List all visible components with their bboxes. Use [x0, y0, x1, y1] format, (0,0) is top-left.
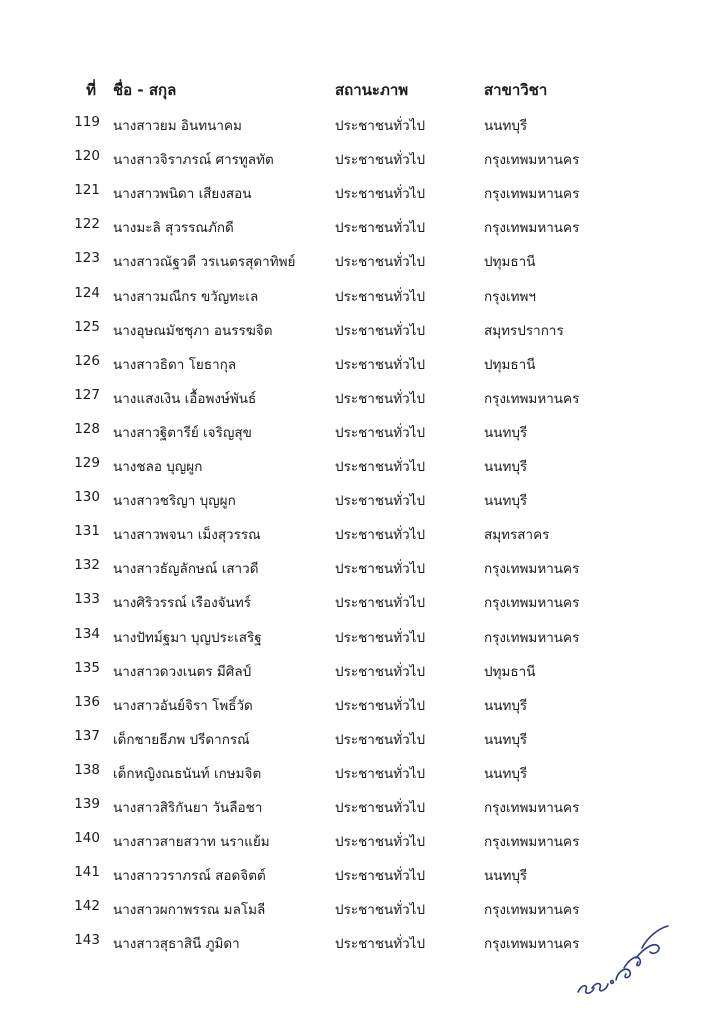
- row-name: นางสาวยม อินทนาคม: [113, 118, 242, 134]
- row-status: ประชาชนทั่วไป: [335, 902, 426, 919]
- row-status: ประชาชนทั่วไป: [335, 424, 426, 441]
- table-row: [0, 421, 722, 443]
- row-status: ประชาชนทั่วไป: [335, 356, 426, 373]
- row-status: ประชาชนทั่วไป: [335, 322, 426, 339]
- row-name: นางสาวมณีกร ขวัญทะเล: [113, 288, 259, 305]
- row-no: 127: [74, 386, 100, 403]
- row-status: ประชาชนทั่วไป: [335, 186, 426, 203]
- table-row: [0, 728, 722, 750]
- row-name: นางสาวพนิดา เสียงสอน: [113, 186, 252, 203]
- table-row: [0, 148, 722, 170]
- row-no: 129: [74, 455, 100, 471]
- row-name: นางสาวณัฐวดี วรเนตรสุดาทิพย์: [113, 254, 296, 271]
- row-dept: ปทุมธานี: [484, 254, 536, 271]
- row-no: 142: [74, 898, 100, 915]
- table-row: [0, 353, 722, 375]
- row-name: นางสาวชริญา บุญผูก: [113, 493, 236, 510]
- row-no: 137: [74, 727, 100, 744]
- row-status: ประชาชนทั่วไป: [335, 663, 426, 680]
- row-status: ประชาชนทั่วไป: [335, 731, 426, 748]
- row-status: ประชาชนทั่วไป: [335, 800, 426, 816]
- row-name: นางสาวดวงเนตร มีศิลป์: [113, 663, 252, 680]
- header-status: สถานะภาพ: [335, 81, 409, 99]
- row-dept: นนทบุรี: [484, 459, 528, 475]
- row-status: ประชาชนทั่วไป: [335, 765, 426, 782]
- row-dept: กรุงเทพมหานคร: [484, 629, 580, 646]
- table-row: [0, 694, 722, 716]
- row-dept: กรุงเทพมหานคร: [484, 595, 580, 612]
- row-dept: กรุงเทพมหานคร: [484, 936, 580, 953]
- table-row: [0, 796, 722, 818]
- row-no: 124: [74, 284, 100, 301]
- row-name: นางอุษณมัชชุภา อนรรฆจิต: [113, 322, 273, 339]
- row-name: นางสาวพจนา เม็งสุวรรณ: [113, 527, 261, 544]
- table-row: [0, 557, 722, 579]
- row-dept: กรุงเทพมหานคร: [484, 834, 580, 851]
- row-no: 120: [74, 148, 100, 165]
- table-row: [0, 285, 722, 307]
- header-no: ที่: [86, 81, 96, 99]
- row-status: ประชาชนทั่วไป: [335, 527, 426, 544]
- row-no: 128: [74, 420, 100, 437]
- row-no: 131: [74, 523, 100, 540]
- row-status: ประชาชนทั่วไป: [335, 629, 426, 646]
- row-no: 140: [74, 830, 100, 847]
- row-name: นางสาวสุธาสินี ภูมิดา: [113, 936, 240, 953]
- row-name: เด็กชายธีภพ ปรีดากรณ์: [113, 731, 250, 748]
- row-name: นางสาวอันย์จิรา โพธิ์วัด: [113, 697, 253, 714]
- row-name: นางสาวจิราภรณ์ ศารทูลทัต: [113, 152, 274, 169]
- row-no: 138: [74, 761, 100, 778]
- table-row: [0, 182, 722, 204]
- row-dept: กรุงเทพมหานคร: [484, 902, 580, 919]
- table-row: [0, 489, 722, 511]
- table-row: [0, 387, 722, 409]
- row-name: นางสาวผกาพรรณ มลโมลี: [113, 902, 266, 919]
- row-status: ประชาชนทั่วไป: [335, 152, 426, 169]
- table-row: [0, 626, 722, 648]
- row-status: ประชาชนทั่วไป: [335, 390, 426, 407]
- row-name: นางสาวธัญลักษณ์ เสาวดี: [113, 561, 259, 578]
- header-dept: สาขาวิชา: [484, 81, 548, 99]
- row-no: 122: [74, 216, 100, 233]
- row-dept: สมุทรสาคร: [484, 527, 550, 544]
- row-status: ประชาชนทั่วไป: [335, 561, 426, 578]
- table-row: [0, 864, 722, 886]
- row-dept: นนทบุรี: [484, 424, 528, 441]
- row-no: 132: [74, 557, 100, 574]
- row-status: ประชาชนทั่วไป: [335, 254, 426, 271]
- table-row: [0, 660, 722, 682]
- row-name: นางสาวฐิตารีย์ เจริญสุข: [113, 424, 252, 441]
- row-dept: กรุงเทพมหานคร: [484, 390, 580, 407]
- row-name: เด็กหญิงณธนันท์ เกษมจิต: [113, 765, 262, 782]
- row-dept: ปทุมธานี: [484, 356, 536, 373]
- header-name: ชื่อ - สกุล: [113, 81, 177, 99]
- table-row: [0, 114, 722, 136]
- row-status: ประชาชนทั่วไป: [335, 697, 426, 714]
- row-dept: ปทุมธานี: [484, 663, 536, 680]
- table-row: [0, 319, 722, 341]
- table-row: [0, 216, 722, 238]
- table-row: [0, 898, 722, 920]
- row-no: 134: [74, 625, 100, 642]
- row-no: 141: [74, 864, 100, 881]
- table-row: [0, 762, 722, 784]
- row-dept: กรุงเทพฯ: [484, 288, 537, 305]
- row-status: ประชาชนทั่วไป: [335, 834, 426, 851]
- row-name: นางแสงเงิน เอื้อพงษ์พันธ์: [113, 390, 257, 407]
- row-name: นางสาวสิริกันยา วันลือชา: [113, 800, 263, 816]
- row-no: 130: [74, 489, 100, 506]
- row-no: 125: [74, 318, 100, 335]
- table-row: [0, 250, 722, 272]
- row-status: ประชาชนทั่วไป: [335, 868, 426, 885]
- row-name: นางมะลิ สุวรรณภักดี: [113, 220, 234, 237]
- row-status: ประชาชนทั่วไป: [335, 493, 426, 510]
- row-status: ประชาชนทั่วไป: [335, 288, 426, 305]
- row-no: 126: [74, 352, 100, 369]
- row-name: นางสาวสายสวาท นราแย้ม: [113, 834, 270, 851]
- row-status: ประชาชนทั่วไป: [335, 936, 426, 953]
- row-status: ประชาชนทั่วไป: [335, 459, 426, 475]
- row-status: ประชาชนทั่วไป: [335, 220, 426, 237]
- row-no: 143: [74, 932, 100, 949]
- row-no: 121: [74, 182, 100, 199]
- row-name: นางชลอ บุญผูก: [113, 459, 203, 475]
- row-dept: กรุงเทพมหานคร: [484, 186, 580, 203]
- signature-icon: [572, 918, 672, 998]
- row-no: 135: [74, 659, 100, 676]
- row-no: 139: [74, 796, 100, 812]
- row-dept: นนทบุรี: [484, 765, 528, 782]
- row-dept: นนทบุรี: [484, 118, 528, 134]
- row-name: นางศิริวรรณ์ เรืองจันทร์: [113, 595, 251, 612]
- row-name: นางสาววราภรณ์ สอดจิตต์: [113, 868, 266, 885]
- row-no: 119: [74, 114, 100, 130]
- row-no: 136: [74, 693, 100, 710]
- row-dept: นนทบุรี: [484, 697, 528, 714]
- table-row: [0, 591, 722, 613]
- table-row: [0, 523, 722, 545]
- row-dept: กรุงเทพมหานคร: [484, 561, 580, 578]
- row-dept: กรุงเทพมหานคร: [484, 800, 580, 816]
- table-row: [0, 830, 722, 852]
- row-status: ประชาชนทั่วไป: [335, 595, 426, 612]
- row-dept: นนทบุรี: [484, 868, 528, 885]
- table-row: [0, 455, 722, 477]
- row-dept: นนทบุรี: [484, 493, 528, 510]
- row-name: นางสาวธิดา โยธากุล: [113, 356, 237, 373]
- row-dept: นนทบุรี: [484, 731, 528, 748]
- row-name: นางปัทม์ฐมา บุญประเสริฐ: [113, 629, 262, 646]
- table-header: [0, 78, 722, 102]
- row-dept: สมุทรปราการ: [484, 322, 564, 339]
- row-no: 133: [74, 591, 100, 608]
- row-dept: กรุงเทพมหานคร: [484, 152, 580, 169]
- row-status: ประชาชนทั่วไป: [335, 118, 426, 134]
- row-no: 123: [74, 250, 100, 267]
- row-dept: กรุงเทพมหานคร: [484, 220, 580, 237]
